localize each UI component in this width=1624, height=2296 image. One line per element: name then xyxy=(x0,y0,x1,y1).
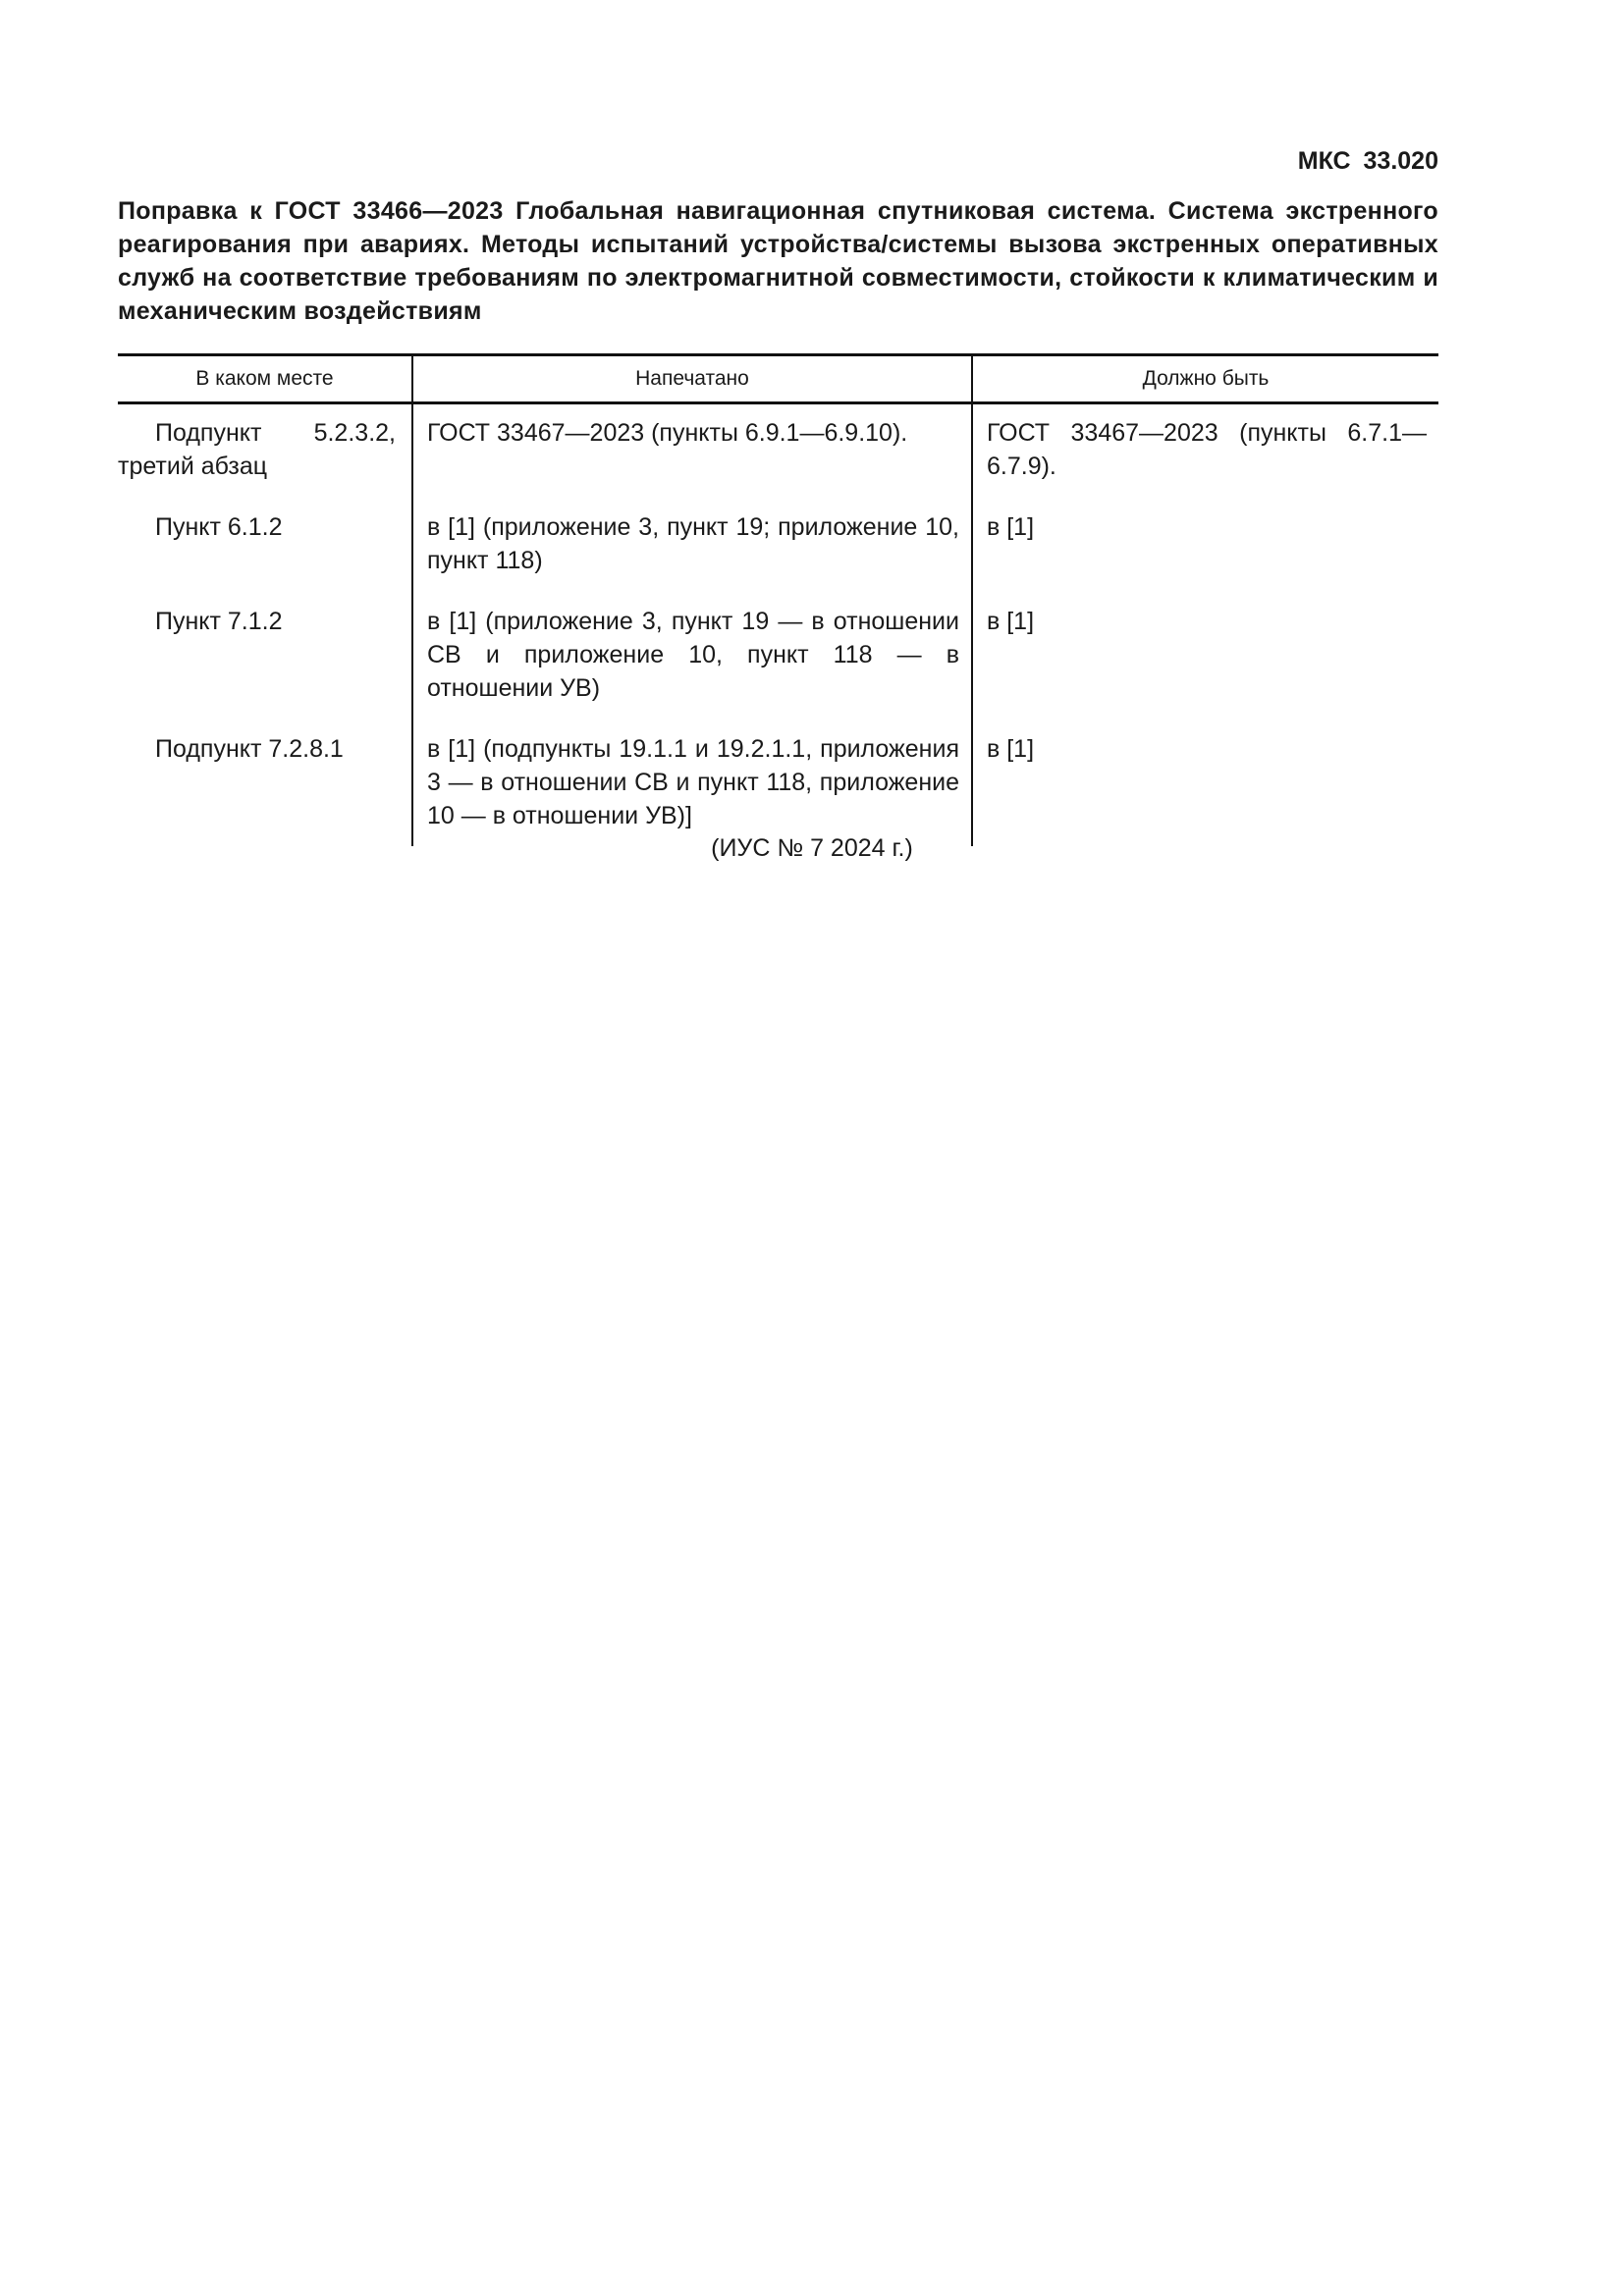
cell-should-be: ГОСТ 33467—2023 (пункты 6.7.1—6.7.9). xyxy=(972,403,1438,498)
table-row xyxy=(118,591,1438,719)
table-header-row xyxy=(118,355,1438,403)
cell-printed: в [1] (подпункты 19.1.1 и 19.2.1.1, приложения 3 — в отношении СВ и пункт 118, приложение 10 — в отношении УВ)] xyxy=(412,719,972,846)
cell-should-be: в [1] xyxy=(972,719,1438,846)
cell-printed: в [1] (приложение 3, пункт 19 — в отношении СВ и приложение 10, пункт 118 — в отношении УВ) xyxy=(412,591,972,719)
cell-place xyxy=(118,403,412,498)
corrections-table xyxy=(118,353,1438,846)
column-header-should-be: Должно быть xyxy=(972,355,1438,403)
ius-reference: (ИУС № 7 2024 г.) xyxy=(711,834,913,862)
table-row xyxy=(118,403,1438,498)
cell-place: Пункт 7.1.2 xyxy=(155,608,283,635)
table-row xyxy=(118,719,1438,846)
document-title: Поправка к ГОСТ 33466—2023 Глобальная навигационная спутниковая система. Система экстренного реагирования при авариях. Методы испытаний устройства/системы вызова экстренных оперативных служб на соответствие требованиям по электромагнитной совместимости, стойкости к климатическим и механическим воздействиям xyxy=(118,197,1438,325)
table-row xyxy=(118,497,1438,591)
mks-code: МКС 33.020 xyxy=(1297,147,1438,175)
cell-should-be: в [1] xyxy=(972,497,1438,591)
cell-place: Пункт 6.1.2 xyxy=(155,513,283,541)
column-header-place: В каком месте xyxy=(195,367,334,390)
cell-place: Подпункт 7.2.8.1 xyxy=(155,735,344,763)
cell-place-line1: Подпункт 5.2.3.2, xyxy=(155,419,396,447)
cell-place-line2: третий абзац xyxy=(118,453,268,480)
column-header-printed: Напечатано xyxy=(412,355,972,403)
cell-printed: в [1] (приложение 3, пункт 19; приложение 10, пункт 118) xyxy=(412,497,972,591)
cell-printed: ГОСТ 33467—2023 (пункты 6.9.1—6.9.10). xyxy=(412,403,972,498)
cell-should-be: в [1] xyxy=(972,591,1438,719)
